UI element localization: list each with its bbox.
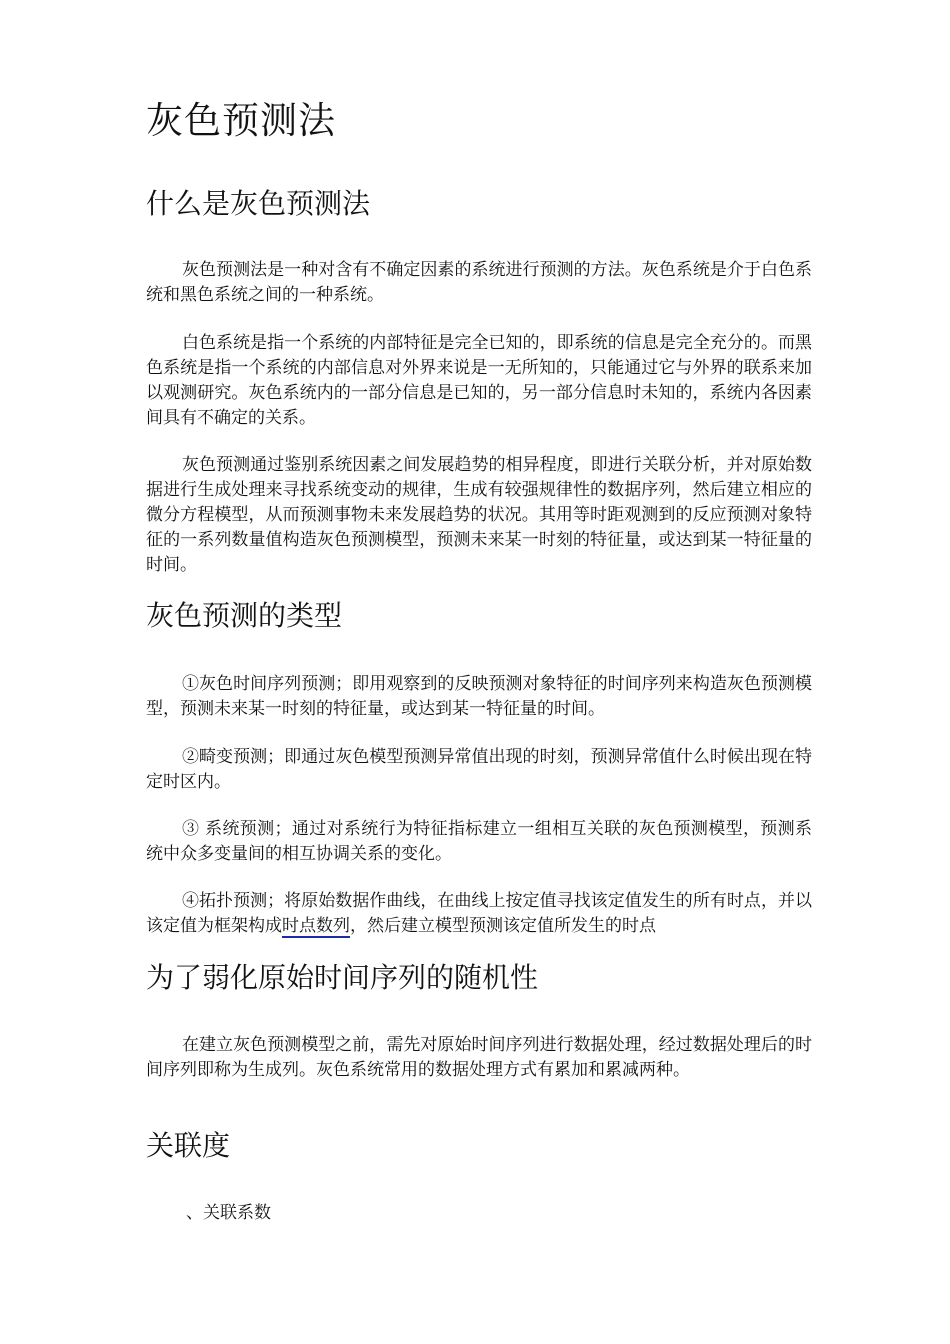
topology-text-after: ，然后建立模型预测该定值所发生的时点	[350, 916, 656, 936]
list-item-correlation-coefficient: 、关联系数	[186, 1203, 271, 1223]
paragraph-definition: 灰色预测法是一种对含有不确定因素的系统进行预测的方法。灰色系统是介于白色系统和黑色系统之间的一种系统。	[146, 260, 812, 305]
paragraph-grey-forecast-method: 灰色预测通过鉴别系统因素之间发展趋势的相异程度，即进行关联分析，并对原始数据进行生成处理来寻找系统变动的规律，生成有较强规律性的数据序列，然后建立相应的微分方程模型，从而预测事物未来发展趋势的状况。其用等时距观测到的反应预测对象特征的一系列数量值构造灰色预测模型，预测未来某一时刻的特征量，或达到某一特征量的时间。	[146, 455, 812, 575]
time-point-series-link[interactable]: 时点数列	[282, 916, 350, 936]
page-title: 灰色预测法	[146, 99, 336, 142]
paragraph-type-distortion: ②畸变预测；即通过灰色模型预测异常值出现的时刻，预测异常值什么时候出现在特定时区内。	[146, 747, 812, 792]
section-heading-correlation: 关联度	[146, 1129, 231, 1162]
paragraph-type-system: ③ 系统预测；通过对系统行为特征指标建立一组相互关联的灰色预测模型，预测系统中众多变量间的相互协调关系的变化。	[146, 819, 812, 864]
paragraph-data-processing: 在建立灰色预测模型之前，需先对原始时间序列进行数据处理，经过数据处理后的时间序列即称为生成列。灰色系统常用的数据处理方式有累加和累减两种。	[146, 1035, 812, 1080]
paragraph-white-black-system: 白色系统是指一个系统的内部特征是完全已知的，即系统的信息是完全充分的。而黑色系统是指一个系统的内部信息对外界来说是一无所知的，只能通过它与外界的联系来加以观测研究。灰色系统内的一部分信息是已知的，另一部分信息时未知的，系统内各因素间具有不确定的关系。	[146, 333, 812, 428]
section-heading-types: 灰色预测的类型	[146, 599, 343, 632]
topology-text-before: ④拓扑预测；将原始数据作曲线，在曲线上按定值寻找该定值发生的所有时点，并以该定值为框架构成	[146, 891, 812, 936]
section-heading-weaken-randomness: 为了弱化原始时间序列的随机性	[146, 961, 539, 994]
paragraph-type-time-series: ①灰色时间序列预测；即用观察到的反映预测对象特征的时间序列来构造灰色预测模型，预测未来某一时刻的特征量，或达到某一特征量的时间。	[146, 674, 812, 719]
paragraph-type-topology	[146, 889, 812, 939]
section-heading-what-is: 什么是灰色预测法	[146, 187, 371, 220]
